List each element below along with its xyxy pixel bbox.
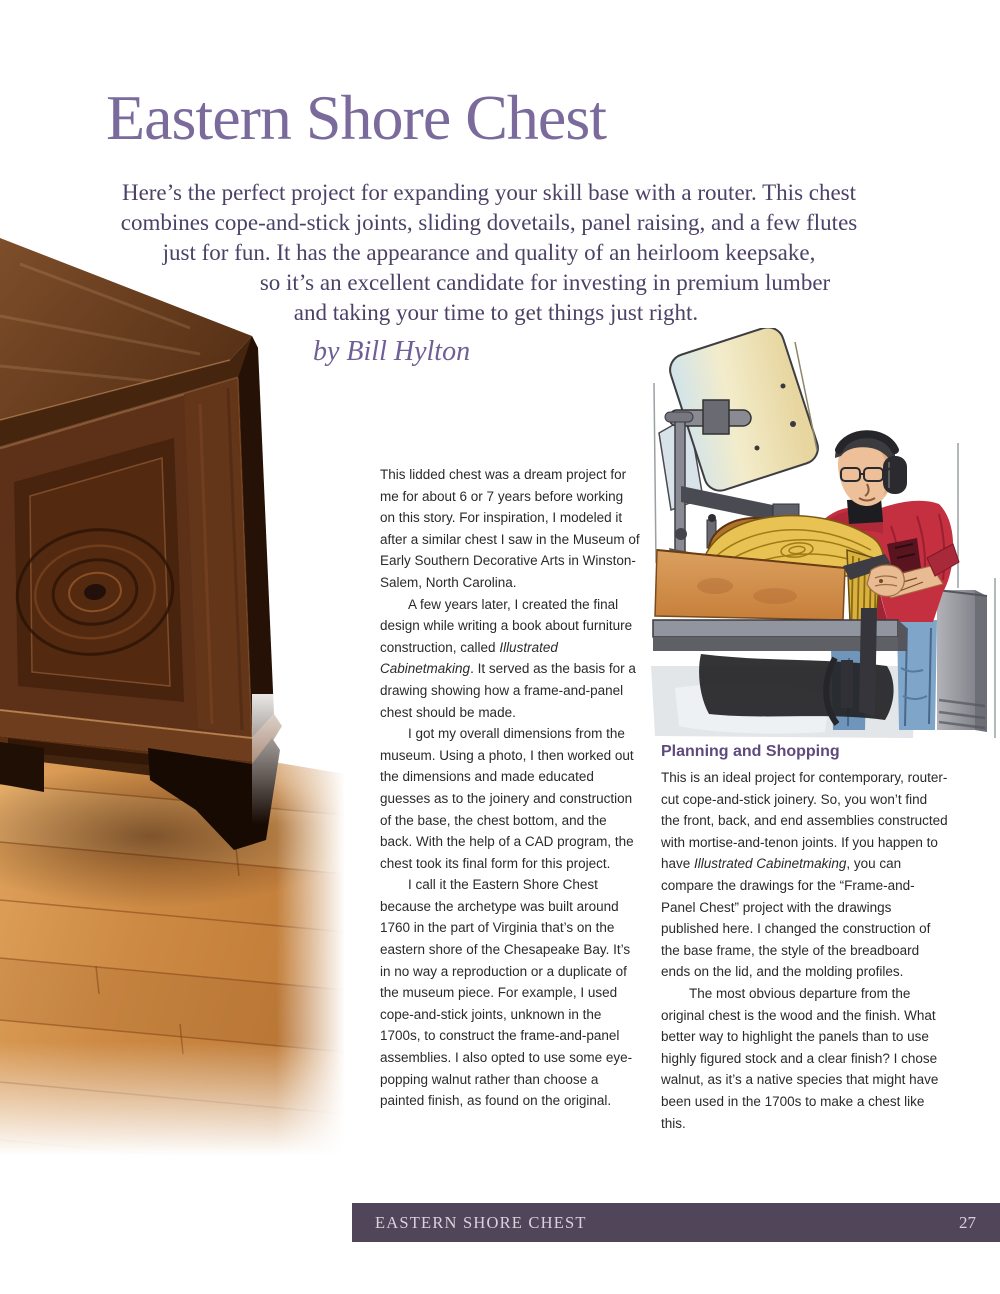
shop-post — [937, 590, 987, 732]
right-column — [661, 742, 948, 1134]
paragraph: This is an ideal project for contemporary, router-cut cope-and-stick joinery. So, you won’t find the front, back, and end assemblies constructed with mortise-and-tenon joints. If you happen to have Illustrated Cabinetmaking, you can compare the drawings for the “Frame-and-Panel Chest” project with the drawings published here. I changed the construction of the base frame, the style of the breadboard ends on the lid, and the molding profiles. — [661, 770, 948, 980]
left-column — [380, 464, 641, 1112]
chest-photo — [0, 224, 345, 1176]
byline: by Bill Hylton — [313, 336, 471, 367]
footer-bar — [352, 1203, 1000, 1242]
page-number: 27 — [959, 1212, 976, 1232]
workshop-illustration — [645, 328, 1000, 742]
deck-line: so it’s an excellent candidate for investing in premium lumber — [259, 270, 831, 295]
earmuff-cup — [883, 456, 907, 494]
deck-line: and taking your time to get things just right. — [293, 300, 699, 325]
paragraph: A few years later, I created the final design while writing a book about furniture construction, called Illustrated Cabinetmaking. It served as the basis for a drawing showing how a frame-and-panel chest should be made. — [380, 596, 636, 720]
walnut-chest — [0, 238, 282, 850]
bracket-foot — [0, 742, 44, 792]
deck-line: combines cope-and-stick joints, sliding dovetails, panel raising, and a few flutes — [120, 210, 858, 235]
paragraph: This lidded chest was a dream project for me for about 6 or 7 years before working on this story. For inspiration, I modeled it after a similar chest I saw in the Museum of Early Southern Decorative Arts in Winston-Salem, North Carolina. — [380, 467, 640, 590]
paragraph: I got my overall dimensions from the museum. Using a photo, I then worked out the dimensions and made educated guesses as to the joinery and construction of the base, the chest bottom, and the back. With the help of a CAD program, the chest took its final form for this project. — [380, 726, 634, 871]
page-title: Eastern Shore Chest — [106, 82, 606, 153]
deck-line: just for fun. It has the appearance and quality of an heirloom keepsake, — [162, 240, 816, 265]
deck-line: Here’s the perfect project for expanding your skill base with a router. This chest — [121, 180, 857, 205]
section-heading: Planning and Shopping — [661, 743, 840, 760]
right-column-body — [661, 767, 948, 1134]
paragraph: The most obvious departure from the original chest is the wood and the finish. What better way to highlight the panels than to use highly figured stock and a clear finish? I chose walnut, as it’s a native species that might have been used in the 1700s to make a chest like this. — [661, 985, 939, 1131]
paragraph: I call it the Eastern Shore Chest because the archetype was built around 1760 in the part of Virginia that’s on the eastern shore of the Chesapeake Bay. It’s in no way a reproduction or a duplicate of the museum piece. For example, I used cope-and-stick joints, unknown in the 1700s, to construct the frame-and-panel assemblies. I also opted to use some eye-popping walnut rather than choose a painted finish, as found on the original. — [380, 877, 633, 1109]
footer-title: EASTERN SHORE CHEST — [375, 1212, 587, 1232]
